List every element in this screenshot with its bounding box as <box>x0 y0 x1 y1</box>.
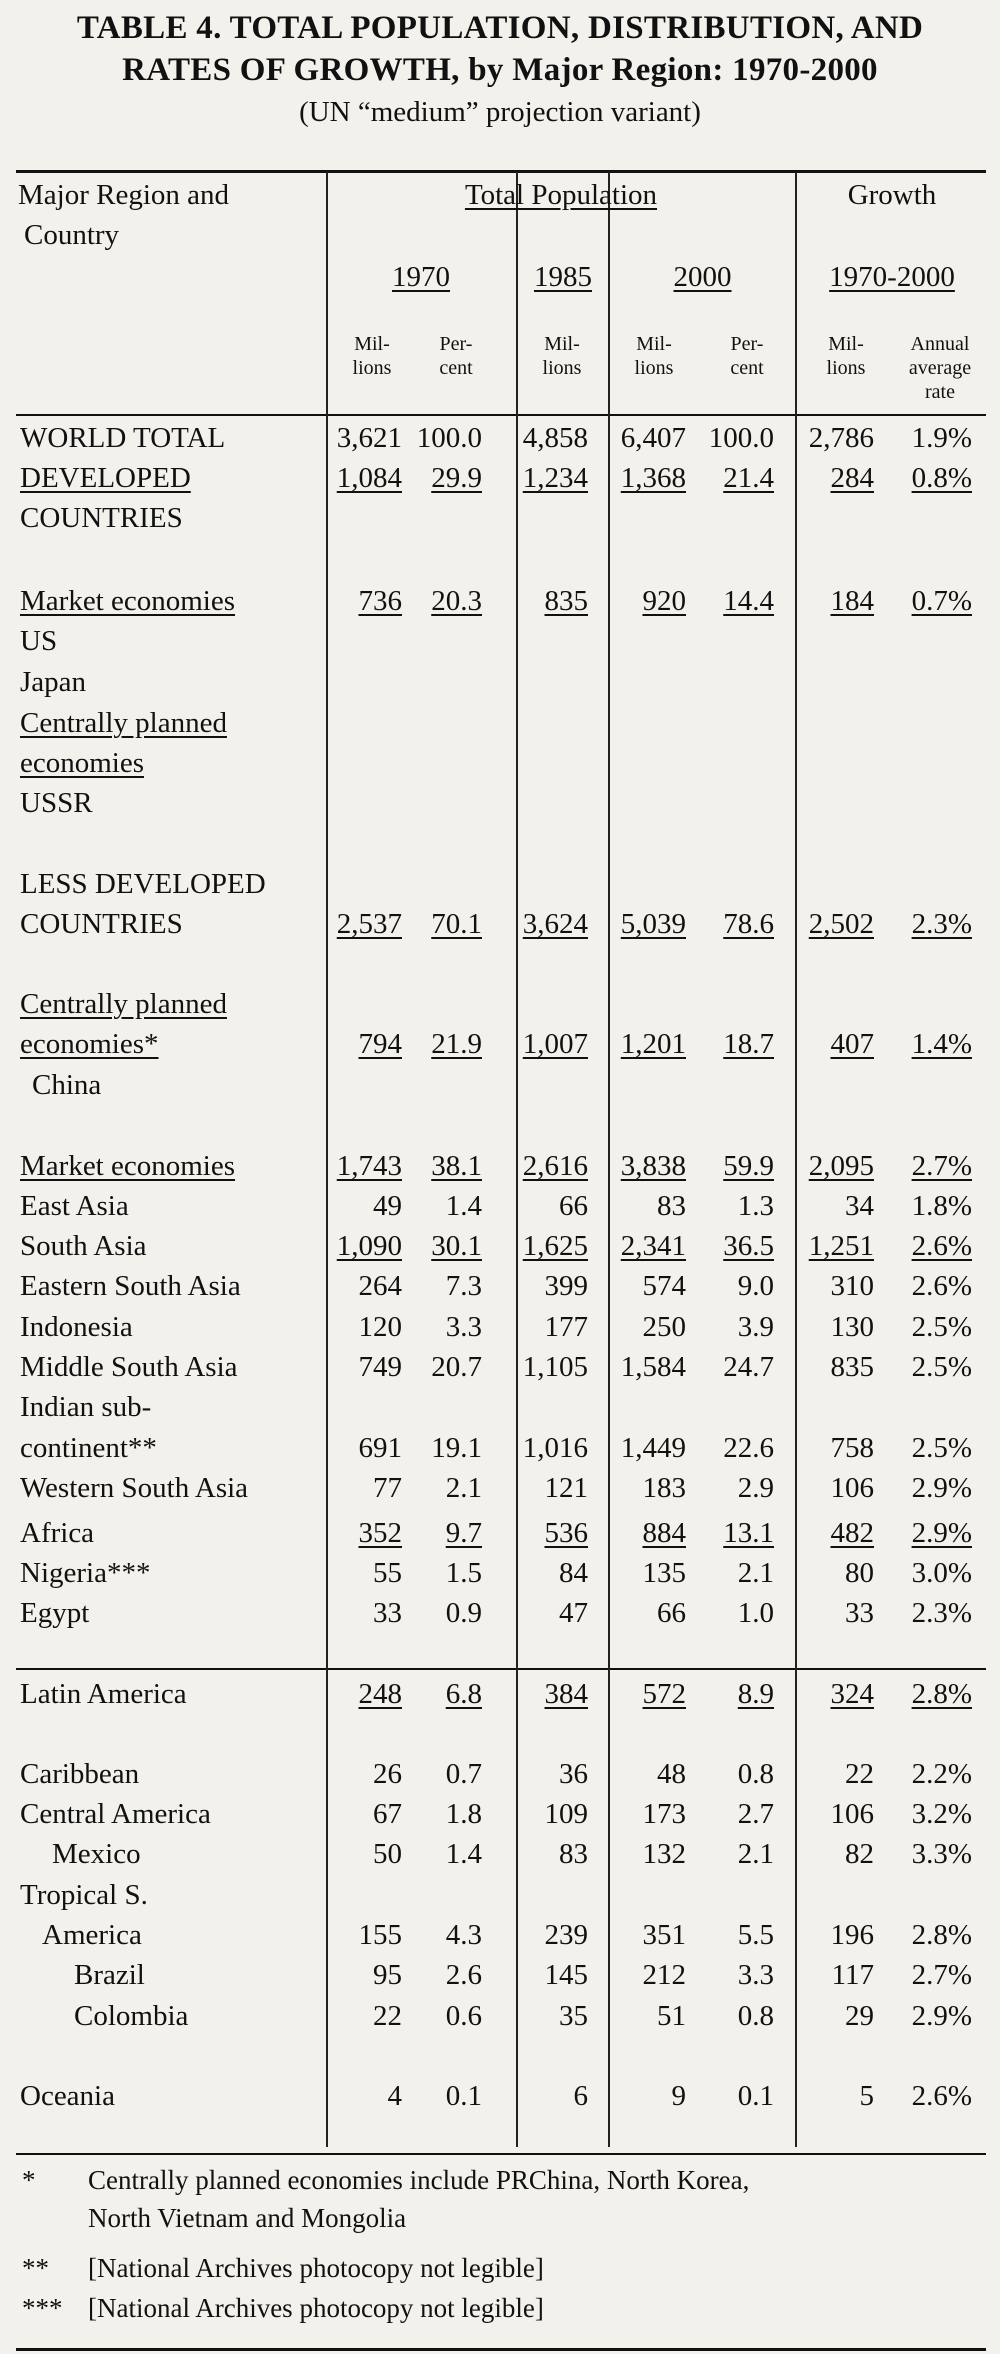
table-cell: 38.1 <box>431 1150 482 1182</box>
header-year-2000: 2000 <box>673 261 732 293</box>
table-cell: 77 <box>373 1472 402 1504</box>
table-cell: 100.0 <box>416 422 482 454</box>
table-cell: 173 <box>642 1798 686 1830</box>
row-label: Western South Asia <box>20 1472 249 1504</box>
table-cell: 1.9% <box>911 422 972 454</box>
table-cell: 691 <box>358 1432 402 1464</box>
table-cell: 145 <box>544 1959 588 1991</box>
table-cell: 1,201 <box>620 1028 686 1060</box>
table-cell: 106 <box>830 1798 874 1830</box>
table-cell: 83 <box>657 1190 686 1222</box>
footnote-mark: ** <box>22 2253 49 2283</box>
table-cell: 5.5 <box>737 1919 774 1951</box>
table-cell: 4.3 <box>445 1919 482 1951</box>
row-label: Latin America <box>20 1678 187 1710</box>
table-cell: 0.8% <box>911 462 972 494</box>
footnote-text-continued: North Vietnam and Mongolia <box>88 2203 407 2233</box>
footnote-rule <box>16 2153 986 2155</box>
table-cell: 100.0 <box>708 422 774 454</box>
table-cell: 2,095 <box>808 1150 874 1182</box>
table-cell: 19.1 <box>431 1432 482 1464</box>
table-cell: 30.1 <box>431 1230 482 1262</box>
table-cell: 1.8% <box>911 1190 972 1222</box>
footnote-mark: * <box>22 2165 36 2195</box>
table-cell: 1.0 <box>737 1597 774 1629</box>
table-cell: 1,007 <box>522 1028 588 1060</box>
table-cell: 9.7 <box>445 1517 482 1549</box>
table-cell: 48 <box>657 1758 686 1790</box>
row-label: Central America <box>20 1798 211 1830</box>
table-cell: 67 <box>373 1798 402 1830</box>
table-cell: 0.9 <box>445 1597 482 1629</box>
subheader-col-4 <box>712 332 782 380</box>
row-label: Nigeria*** <box>20 1557 151 1589</box>
row-label: USSR <box>20 787 93 819</box>
table-cell: 55 <box>373 1557 402 1589</box>
table-cell: 135 <box>642 1557 686 1589</box>
table-cell: 536 <box>544 1517 588 1549</box>
table-cell: 183 <box>642 1472 686 1504</box>
row-label: COUNTRIES <box>20 908 183 940</box>
subheader-col-6 <box>895 332 985 404</box>
row-label: Caribbean <box>20 1758 140 1790</box>
table-cell: 2.1 <box>737 1838 774 1870</box>
footnote-text: [National Archives photocopy not legible] <box>88 2253 544 2283</box>
table-cell: 2,502 <box>808 908 874 940</box>
subheader-line: Mil- <box>354 333 390 355</box>
row-label: Egypt <box>20 1597 90 1629</box>
table-cell: 3,624 <box>522 908 588 940</box>
header-region-line2: Country <box>24 219 120 251</box>
table-cell: 4 <box>387 2080 402 2112</box>
header-year-1970-2000: 1970-2000 <box>829 261 955 293</box>
table-cell: 407 <box>830 1028 874 1060</box>
table-cell: 749 <box>358 1351 402 1383</box>
table-cell: 2.7% <box>911 1959 972 1991</box>
table-cell: 13.1 <box>723 1517 774 1549</box>
header-rule <box>16 414 986 416</box>
header-year-1970: 1970 <box>392 261 450 293</box>
table-cell: 1,368 <box>620 462 686 494</box>
table-cell: 1,090 <box>336 1230 402 1262</box>
row-label: China <box>32 1069 102 1101</box>
table-cell: 310 <box>830 1270 874 1302</box>
table-cell: 50 <box>373 1838 402 1870</box>
table-cell: 2.1 <box>445 1472 482 1504</box>
table-cell: 0.7 <box>445 1758 482 1790</box>
table-cell: 121 <box>544 1472 588 1504</box>
row-label: Colombia <box>74 2000 189 2032</box>
subheader-line: Annual <box>910 333 970 355</box>
subheader-line: Mil- <box>636 333 672 355</box>
table-cell: 4,858 <box>522 422 588 454</box>
table-cell: 6 <box>573 2080 588 2112</box>
table-cell: 184 <box>830 585 874 617</box>
table-cell: 33 <box>373 1597 402 1629</box>
table-cell: 2.5% <box>911 1351 972 1383</box>
table-cell: 6,407 <box>620 422 686 454</box>
table-subtitle: (UN “medium” projection variant) <box>299 96 701 128</box>
table-cell: 36 <box>559 1758 588 1790</box>
table-cell: 920 <box>642 585 686 617</box>
table-cell: 51 <box>657 2000 686 2032</box>
table-cell: 3.0% <box>911 1557 972 1589</box>
table-cell: 1,105 <box>522 1351 588 1383</box>
table-cell: 29 <box>845 2000 874 2032</box>
footnote-text: [National Archives photocopy not legible] <box>88 2293 544 2323</box>
table-cell: 284 <box>830 462 874 494</box>
table-cell: 26 <box>373 1758 402 1790</box>
table-cell: 2.9% <box>911 2000 972 2032</box>
table-cell: 84 <box>559 1557 588 1589</box>
table-cell: 835 <box>830 1351 874 1383</box>
subheader-col-5 <box>806 332 886 380</box>
table-cell: 0.1 <box>445 2080 482 2112</box>
table-cell: 9.0 <box>737 1270 774 1302</box>
subheader-line: average <box>908 357 972 379</box>
table-cell: 736 <box>358 585 402 617</box>
table-cell: 35 <box>559 2000 588 2032</box>
table-cell: 82 <box>845 1838 874 1870</box>
table-cell: 212 <box>642 1959 686 1991</box>
table-cell: 3.2% <box>911 1798 972 1830</box>
row-label: LESS DEVELOPED <box>20 868 266 900</box>
footnote-text: Centrally planned economies include PRChina, North Korea, <box>88 2165 750 2195</box>
table-cell: 2.5% <box>911 1432 972 1464</box>
subheader-line: lions <box>352 357 392 379</box>
table-cell: 250 <box>642 1311 686 1343</box>
row-label: Japan <box>20 666 87 698</box>
subheader-col-3 <box>614 332 694 380</box>
table-cell: 572 <box>642 1678 686 1710</box>
table-cell: 0.8 <box>737 2000 774 2032</box>
footnote-mark: *** <box>22 2293 63 2323</box>
row-label: Oceania <box>20 2080 115 2112</box>
header-year-1985: 1985 <box>534 261 592 293</box>
table-cell: 47 <box>559 1597 588 1629</box>
table-cell: 264 <box>358 1270 402 1302</box>
row-label: Market economies <box>20 1150 236 1182</box>
subheader-line: cent <box>730 357 764 379</box>
table-cell: 2.9 <box>737 1472 774 1504</box>
table-cell: 29.9 <box>431 462 482 494</box>
table-cell: 20.3 <box>431 585 482 617</box>
table-cell: 22 <box>373 2000 402 2032</box>
subheader-line: Mil- <box>828 333 864 355</box>
table-cell: 22 <box>845 1758 874 1790</box>
row-label: Brazil <box>74 1959 145 1991</box>
table-cell: 1.3 <box>737 1190 774 1222</box>
table-cell: 59.9 <box>723 1150 774 1182</box>
table-cell: 758 <box>830 1432 874 1464</box>
table-cell: 2.7% <box>911 1150 972 1182</box>
table-cell: 2.6% <box>911 1270 972 1302</box>
table-cell: 2,616 <box>522 1150 588 1182</box>
row-label: WORLD TOTAL <box>20 422 226 454</box>
table-cell: 2.9% <box>911 1517 972 1549</box>
table-cell: 21.9 <box>431 1028 482 1060</box>
table-cell: 0.7% <box>911 585 972 617</box>
row-label: Eastern South Asia <box>20 1270 241 1302</box>
table-cell: 1,084 <box>336 462 402 494</box>
table-cell: 177 <box>544 1311 588 1343</box>
table-cell: 835 <box>544 585 588 617</box>
table-cell: 2.9% <box>911 1472 972 1504</box>
table-title-line1: TABLE 4. TOTAL POPULATION, DISTRIBUTION, AND <box>76 10 924 46</box>
row-label: economies <box>20 747 145 779</box>
table-cell: 1.5 <box>445 1557 482 1589</box>
latin-america-rule <box>16 1668 986 1670</box>
table-cell: 95 <box>373 1959 402 1991</box>
table-cell: 2.6% <box>911 2080 972 2112</box>
table-cell: 794 <box>358 1028 402 1060</box>
table-cell: 2.1 <box>737 1557 774 1589</box>
table-cell: 3,838 <box>620 1150 686 1182</box>
row-label: continent** <box>20 1432 157 1464</box>
row-label: Tropical S. <box>20 1879 148 1911</box>
table-cell: 120 <box>358 1311 402 1343</box>
row-label: Indian sub- <box>20 1391 152 1423</box>
table-cell: 3.3 <box>737 1959 774 1991</box>
table-cell: 1,016 <box>522 1432 588 1464</box>
table-cell: 106 <box>830 1472 874 1504</box>
table-cell: 0.1 <box>737 2080 774 2112</box>
row-label: Centrally planned <box>20 988 227 1020</box>
table-cell: 34 <box>845 1190 874 1222</box>
table-cell: 1,743 <box>336 1150 402 1182</box>
table-cell: 1.4% <box>911 1028 972 1060</box>
subheader-line: Per- <box>730 333 764 355</box>
table-cell: 132 <box>642 1838 686 1870</box>
table-cell: 109 <box>544 1798 588 1830</box>
table-cell: 5 <box>859 2080 874 2112</box>
table-cell: 33 <box>845 1597 874 1629</box>
row-label: Middle South Asia <box>20 1351 238 1383</box>
table-cell: 49 <box>373 1190 402 1222</box>
table-cell: 399 <box>544 1270 588 1302</box>
row-label: COUNTRIES <box>20 502 183 534</box>
table-cell: 2,537 <box>336 908 402 940</box>
table-cell: 70.1 <box>431 908 482 940</box>
table-cell: 9 <box>671 2080 686 2112</box>
row-label: Centrally planned <box>20 707 227 739</box>
subheader-line: cent <box>439 357 473 379</box>
table-cell: 24.7 <box>723 1351 774 1383</box>
row-label: America <box>42 1919 142 1951</box>
table-cell: 2.5% <box>911 1311 972 1343</box>
table-cell: 20.7 <box>431 1351 482 1383</box>
table-cell: 2.3% <box>911 1597 972 1629</box>
table-cell: 324 <box>830 1678 874 1710</box>
table-cell: 2.6% <box>911 1230 972 1262</box>
table-cell: 384 <box>544 1678 588 1710</box>
table-cell: 1,234 <box>522 462 588 494</box>
table-cell: 574 <box>642 1270 686 1302</box>
table-cell: 2.8% <box>911 1678 972 1710</box>
table-cell: 66 <box>559 1190 588 1222</box>
row-label: US <box>20 625 58 657</box>
table-cell: 155 <box>358 1919 402 1951</box>
subheader-line: Per- <box>439 333 473 355</box>
table-cell: 2.2% <box>911 1758 972 1790</box>
table-cell: 18.7 <box>723 1028 774 1060</box>
table-cell: 14.4 <box>723 585 774 617</box>
row-label: East Asia <box>20 1190 129 1222</box>
table-cell: 482 <box>830 1517 874 1549</box>
table-cell: 1,251 <box>808 1230 874 1262</box>
table-cell: 130 <box>830 1311 874 1343</box>
subheader-line: lions <box>634 357 674 379</box>
table-cell: 884 <box>642 1517 686 1549</box>
header-total-population: Total Population <box>464 179 658 211</box>
header-region-line1: Major Region and <box>18 179 230 211</box>
table-cell: 78.6 <box>723 908 774 940</box>
table-cell: 2.7 <box>737 1798 774 1830</box>
table-cell: 248 <box>358 1678 402 1710</box>
table-cell: 196 <box>830 1919 874 1951</box>
table-cell: 1.8 <box>445 1798 482 1830</box>
table-cell: 80 <box>845 1557 874 1589</box>
table-cell: 2.3% <box>911 908 972 940</box>
table-cell: 66 <box>657 1597 686 1629</box>
table-cell: 6.8 <box>445 1678 482 1710</box>
table-cell: 0.6 <box>445 2000 482 2032</box>
subheader-col-0 <box>332 332 412 380</box>
table-cell: 83 <box>559 1838 588 1870</box>
subheader-line: lions <box>826 357 866 379</box>
table-cell: 36.5 <box>723 1230 774 1262</box>
row-label: DEVELOPED <box>20 462 191 494</box>
table-cell: 8.9 <box>737 1678 774 1710</box>
table-cell: 3.3% <box>911 1838 972 1870</box>
row-label: Indonesia <box>20 1311 133 1343</box>
subheader-line: lions <box>542 357 582 379</box>
table-cell: 1,625 <box>522 1230 588 1262</box>
table-cell: 2,786 <box>808 422 874 454</box>
table-cell: 351 <box>642 1919 686 1951</box>
row-label: Mexico <box>52 1838 141 1870</box>
table-cell: 7.3 <box>445 1270 482 1302</box>
table-cell: 1,449 <box>620 1432 686 1464</box>
subheader-col-2 <box>522 332 602 380</box>
table-cell: 0.8 <box>737 1758 774 1790</box>
bottom-rule <box>16 2348 986 2351</box>
subheader-line: Mil- <box>544 333 580 355</box>
table-cell: 1.4 <box>445 1190 482 1222</box>
table-cell: 3.9 <box>737 1311 774 1343</box>
table-title-line2: RATES OF GROWTH, by Major Region: 1970-2000 <box>122 52 878 88</box>
table-cell: 239 <box>544 1919 588 1951</box>
table-cell: 3.3 <box>445 1311 482 1343</box>
table-cell: 1,584 <box>620 1351 686 1383</box>
table-cell: 2,341 <box>620 1230 686 1262</box>
table-cell: 5,039 <box>620 908 686 940</box>
table-cell: 352 <box>358 1517 402 1549</box>
row-label: South Asia <box>20 1230 147 1262</box>
table-cell: 2.8% <box>911 1919 972 1951</box>
subheader-line: rate <box>925 381 955 403</box>
table-cell: 21.4 <box>723 462 774 494</box>
header-growth: Growth <box>847 179 937 211</box>
row-label: Africa <box>20 1517 95 1549</box>
table-cell: 117 <box>831 1959 874 1991</box>
table-cell: 22.6 <box>723 1432 774 1464</box>
table-cell: 3,621 <box>336 422 402 454</box>
subheader-col-1 <box>421 332 491 380</box>
table-cell: 1.4 <box>445 1838 482 1870</box>
row-label: economies* <box>20 1028 159 1060</box>
table-cell: 2.6 <box>445 1959 482 1991</box>
row-label: Market economies <box>20 585 236 617</box>
top-rule <box>16 170 986 173</box>
